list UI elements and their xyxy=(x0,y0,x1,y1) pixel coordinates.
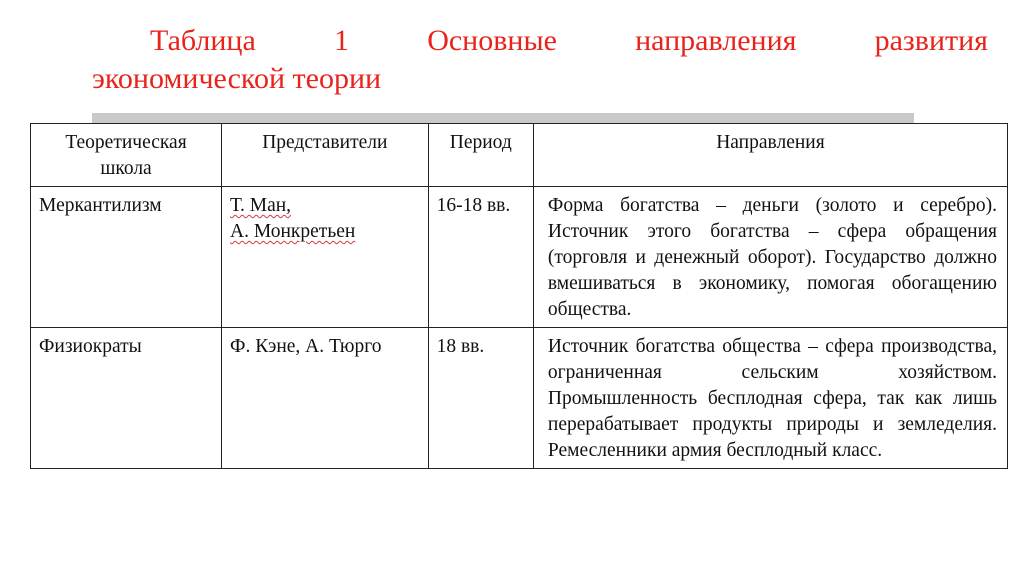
schools-table xyxy=(30,123,1008,469)
page-title xyxy=(92,22,988,98)
title-word: Основные xyxy=(427,24,557,57)
gray-divider-band xyxy=(92,113,914,123)
header-directions: Направления xyxy=(533,124,1007,187)
header-representatives: Представители xyxy=(222,124,429,187)
header-school: Теоретическая школа xyxy=(31,124,222,187)
table-row xyxy=(31,187,1008,328)
header-period: Период xyxy=(428,124,533,187)
cell-direction: Форма богатства – деньги (золото и серебро). Источник этого богатства – сфера обращения (торговля и денежный оборот). Государство должно вмешиваться в экономику, помогая обогащению общества. xyxy=(533,187,1007,328)
representative-2: А. Монкретьен xyxy=(230,221,356,242)
cell-direction: Источник богатства общества – сфера производства, ограниченная сельским хозяйством. Промышленность бесплодная сфера, так как лишь перерабатывает продукты природы и земледелия. Ремесленники армия бесплодный класс. xyxy=(533,328,1007,469)
title-word: направления xyxy=(635,24,797,57)
cell-period: 18 вв. xyxy=(428,328,533,469)
cell-school: Физиократы xyxy=(31,328,222,469)
table-row xyxy=(31,328,1008,469)
title-line-2: экономической теории xyxy=(92,62,382,95)
title-word: Таблица xyxy=(150,24,256,57)
title-line-1 xyxy=(92,22,988,60)
title-word: 1 xyxy=(334,24,349,57)
cell-representatives xyxy=(222,187,429,328)
cell-school: Меркантилизм xyxy=(31,187,222,328)
representative-1: Т. Ман, xyxy=(230,195,292,216)
cell-period: 16-18 вв. xyxy=(428,187,533,328)
table-header-row xyxy=(31,124,1008,187)
title-word: развития xyxy=(874,24,988,57)
cell-representatives: Ф. Кэне, А. Тюрго xyxy=(222,328,429,469)
